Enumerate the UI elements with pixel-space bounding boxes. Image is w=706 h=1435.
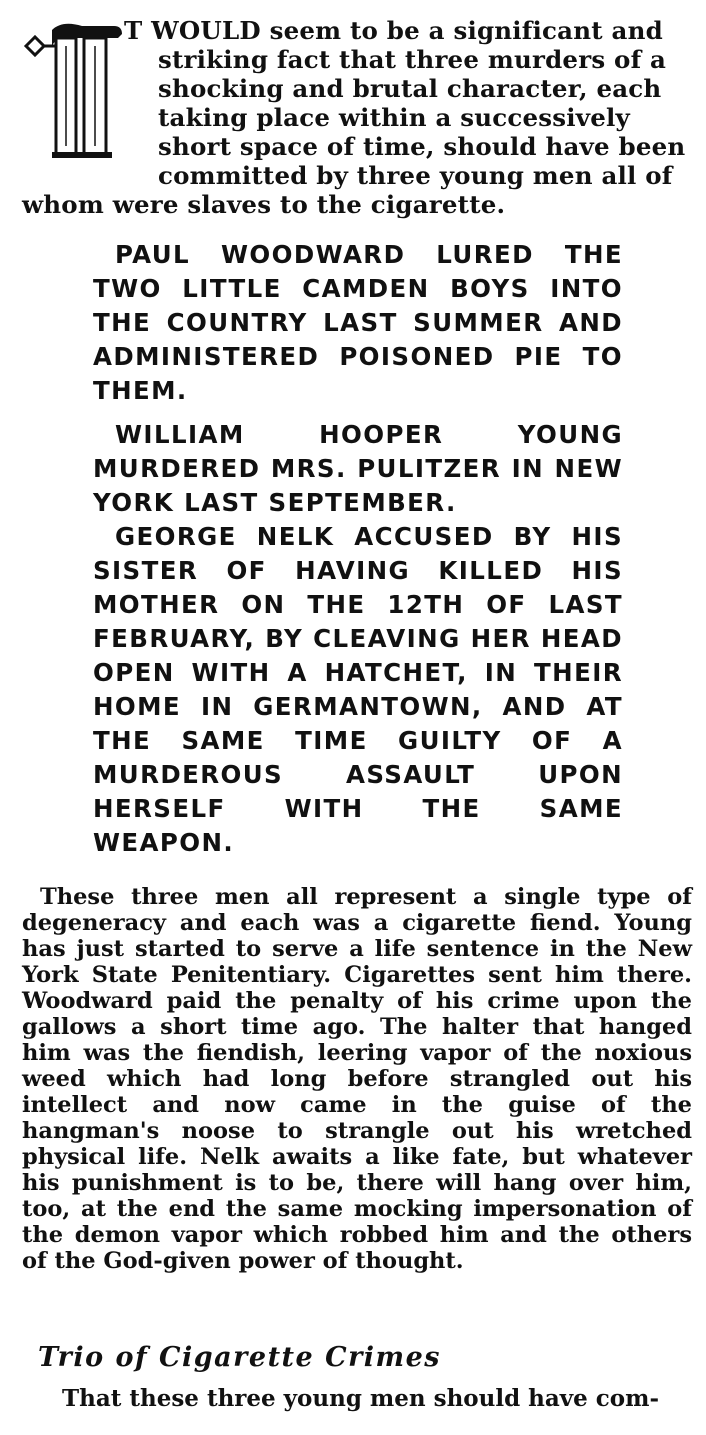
subheading: Trio of Cigarette Crimes xyxy=(38,1342,442,1373)
drop-cap-letter xyxy=(0,0,1,1)
continuation-line: That these three young men should have com- xyxy=(62,1385,660,1412)
young-paragraph: WILLIAM HOOPER YOUNG MURDERED MRS. PULITZER IN NEW YORK LAST SEPTEMBER. xyxy=(93,420,623,517)
intro-line-1: T WOULD seem to be a significant and xyxy=(124,16,663,45)
intro-line-2: striking fact that three murders of a xyxy=(158,45,667,74)
body-paragraph: These three men all represent a single type of degeneracy and each was a cigarette fiend. Young has just started to serve a life sentence in the New York State Penitentiary. Cigarettes sent him there. Woodward paid the penalty of his crime upon the gallows a short time ago. The halter that hanged him was the fiendish, leering vapor of the noxious weed which had long before strangled out his intellect and now came in the guise of the hangman's noose to strangle out his wretched physical life. Nelk awaits a like fate, but whatever his punishment is to be, there will hang over him, too, at the end the same mocking impersonation of the demon vapor which robbed him and the others of the God-given power of thought. xyxy=(22,884,692,1274)
capitals-section xyxy=(93,238,623,860)
woodward-paragraph: PAUL WOODWARD LURED THE TWO LITTLE CAMDEN BOYS INTO THE COUNTRY LAST SUMMER AND ADMINISTERED POISONED PIE TO THEM. xyxy=(93,240,623,405)
nelk-paragraph: GEORGE NELK ACCUSED BY HIS SISTER OF HAVING KILLED HIS MOTHER ON THE 12TH OF LAST FEBRUARY, BY CLEAVING HER HEAD OPEN WITH A HATCHET, IN THEIR HOME IN GERMANTOWN, AND AT THE SAME TIME GUILTY OF A MURDEROUS ASSAULT UPON HERSELF WITH THE SAME WEAPON. xyxy=(93,522,623,857)
intro-line-5: short space of time, should have been xyxy=(158,132,686,161)
body-section xyxy=(22,884,692,1274)
intro-line-3: shocking and brutal character, each xyxy=(158,74,662,103)
intro-line-7: whom were slaves to the cigarette. xyxy=(22,190,506,219)
intro-line-6: committed by three young men all of xyxy=(158,161,673,190)
intro-line-4: taking place within a successively xyxy=(158,103,630,132)
ornamental-drop-cap xyxy=(22,16,126,162)
